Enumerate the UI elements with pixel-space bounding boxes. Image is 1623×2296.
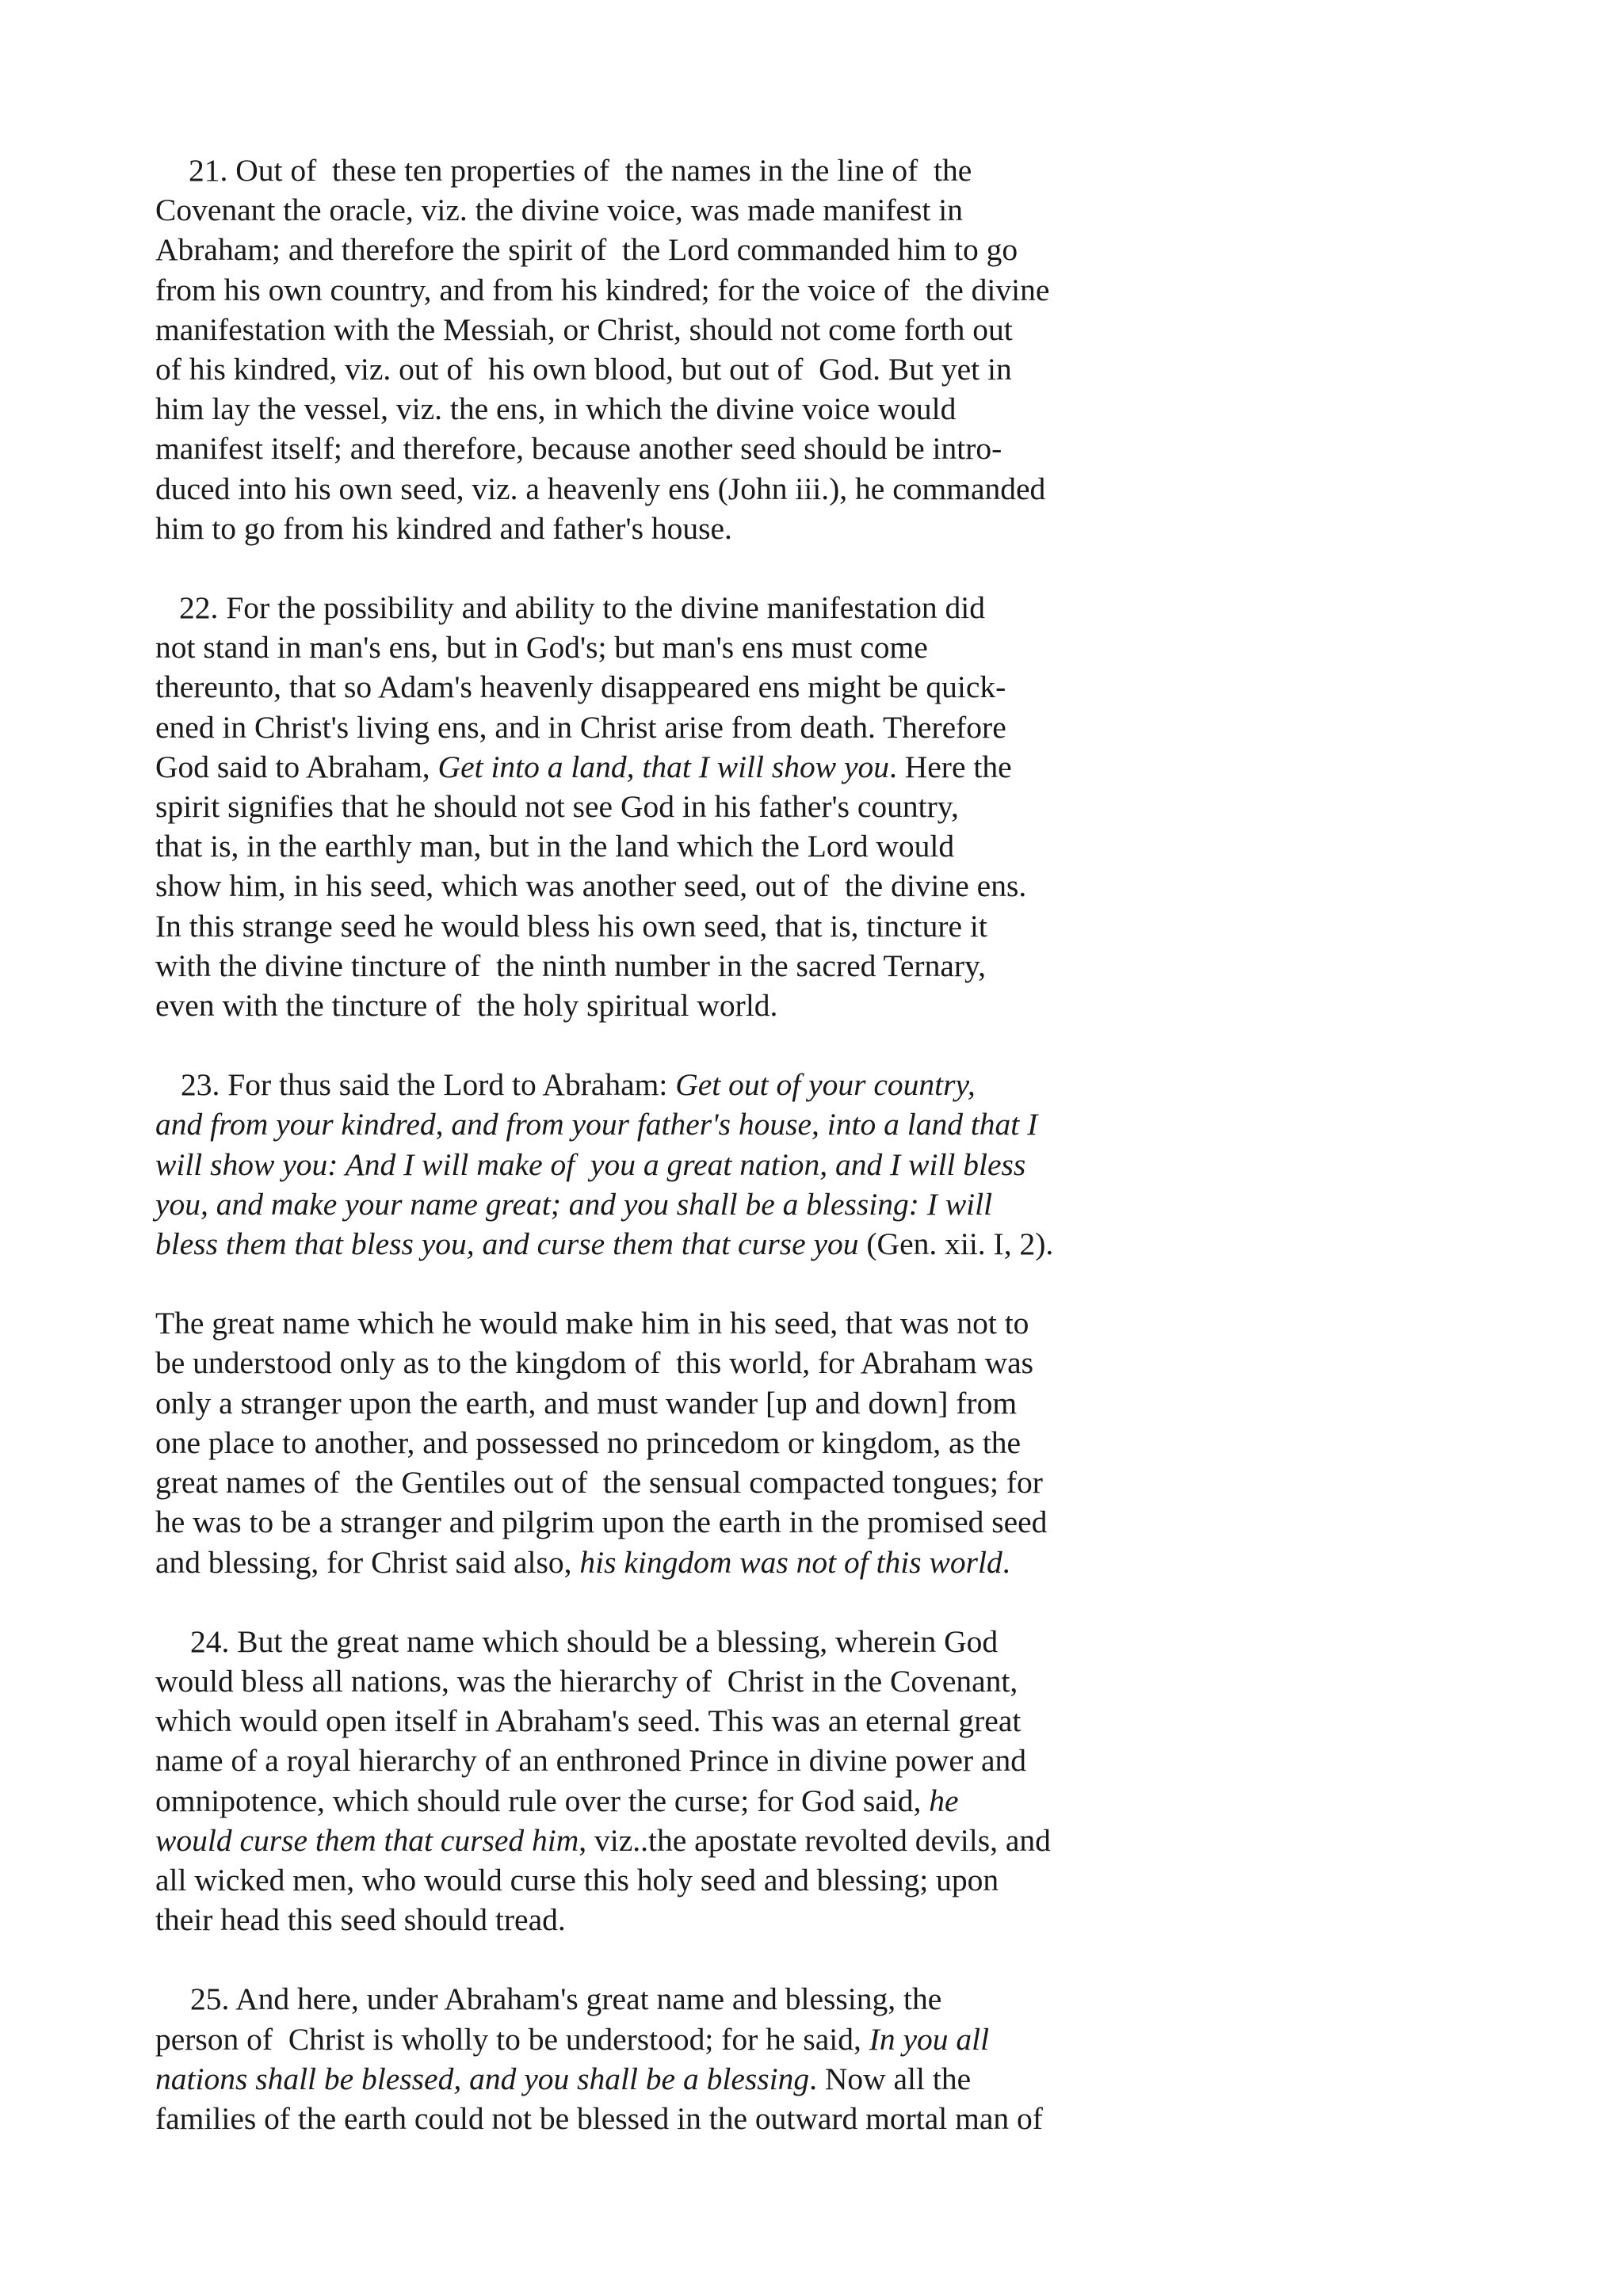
italic-quote: bless them that bless you, and curse them that curse you (155, 1226, 859, 1262)
text-line (155, 1104, 1146, 1144)
paragraph-22 (155, 588, 1146, 1025)
text-line: 23. For thus said the Lord to Abraham: Get out of your country, (181, 1067, 976, 1103)
text-line: manifestation with the Messiah, or Christ, should not come forth out (155, 311, 1013, 347)
paragraph-23-continued (155, 1303, 1146, 1581)
italic-quote: Get into a land, that I will show you (437, 749, 889, 784)
text-line: 24. But the great name which should be a blessing, wherein God (190, 1623, 999, 1659)
text-line: duced into his own seed, viz. a heavenly ens (John iii.), he commanded (155, 471, 1046, 506)
text-line: In this strange seed he would bless his own seed, that is, tincture it (155, 908, 987, 944)
text-line: only a stranger upon the earth, and must wander [up and down] from (155, 1385, 1018, 1421)
text-line: Covenant the oracle, viz. the divine voice, was made manifest in (155, 193, 963, 228)
text-line: of his kindred, viz. out of his own blood, but out of God. But yet in (155, 352, 1012, 387)
italic-quote: nations shall be blessed, and you shall be a blessing (155, 2061, 810, 2096)
text-line: and blessing, for Christ said also, his kingdom was not of this world. (155, 1544, 1010, 1580)
text-line: 25. And here, under Abraham's great name and blessing, the (190, 1981, 942, 2017)
text-line (155, 1145, 1146, 1184)
italic-quote: he (929, 1783, 959, 1818)
text-line: him lay the vessel, viz. the ens, in which the divine voice would (155, 391, 957, 427)
text-line: name of a royal hierarchy of an enthroned Prince in divine power and (155, 1743, 1026, 1779)
text-line: their head this seed should tread. (155, 1902, 566, 1938)
text-line: he was to be a stranger and pilgrim upon the earth in the promised seed (155, 1505, 1048, 1540)
text-line: Abraham; and therefore the spirit of the Lord commanded him to go (155, 232, 1018, 268)
text-line: manifest itself; and therefore, because another seed should be intro- (155, 431, 1002, 467)
text-line: with the divine tincture of the ninth number in the sacred Ternary, (155, 948, 987, 983)
paragraph-25 (155, 1979, 1146, 2138)
text-line: ened in Christ's living ens, and in Christ arise from death. Therefore (155, 709, 1006, 745)
document-page (155, 151, 1146, 2178)
text-line: would bless all nations, was the hierarchy of Christ in the Covenant, (155, 1663, 1018, 1699)
text-line: one place to another, and possessed no princedom or kingdom, as the (155, 1425, 1022, 1460)
italic-quote: would curse them that cursed him (155, 1822, 579, 1858)
italic-quote: you, and make your name great; and you shall be a blessing: I will (155, 1186, 993, 1222)
text-line: nations shall be blessed, and you shall be a blessing. Now all the (155, 2061, 972, 2096)
text-line: him to go from his kindred and father's house. (155, 510, 732, 546)
text-line (155, 1184, 1146, 1224)
text-line: great names of the Gentiles out of the sensual compacted tongues; for (155, 1465, 1043, 1501)
italic-quote: and from your kindred, and from your father's house, into a land that I (155, 1107, 1038, 1142)
text-line: 22. For the possibility and ability to the divine manifestation did (179, 590, 986, 626)
text-line: spirit signifies that he should not see God in his father's country, (155, 789, 959, 825)
text-line: 21. Out of these ten properties of the names in the line of the (189, 153, 972, 188)
text-line: all wicked men, who would curse this holy seed and blessing; upon (155, 1862, 999, 1897)
paragraph-21 (155, 151, 1146, 548)
text-line: families of the earth could not be blessed in the outward mortal man of (155, 2100, 1043, 2136)
text-line: show him, in his seed, which was another seed, out of the divine ens. (155, 868, 1027, 904)
text-line: thereunto, that so Adam's heavenly disappeared ens might be quick- (155, 669, 1006, 705)
text-line: even with the tincture of the holy spiritual world. (155, 988, 778, 1024)
italic-quote: In you all (869, 2021, 990, 2057)
text-line: person of Christ is wholly to be understood; for he said, In you all (155, 2021, 990, 2057)
paragraph-24 (155, 1622, 1146, 1940)
text-line: that is, in the earthly man, but in the land which the Lord would (155, 829, 955, 864)
text-line: God said to Abraham, Get into a land, that I will show you. Here the (155, 749, 1012, 784)
text-line: from his own country, and from his kindred; for the voice of the divine (155, 272, 1050, 307)
text-line: not stand in man's ens, but in God's; but man's ens must come (155, 630, 928, 666)
text-line: The great name which he would make him in his seed, that was not to (155, 1306, 1029, 1341)
text-line: which would open itself in Abraham's seed. This was an eternal great (155, 1703, 1022, 1739)
text-line: omnipotence, which should rule over the curse; for God said, he (155, 1783, 959, 1818)
paragraph-23 (155, 1065, 1146, 1264)
italic-quote: Get out of your country, (675, 1067, 976, 1103)
text-line: would curse them that cursed him, viz..the apostate revolted devils, and (155, 1822, 1051, 1858)
text-line: bless them that bless you, and curse them that curse you (Gen. xii. I, 2). (155, 1226, 1054, 1262)
text-line: be understood only as to the kingdom of this world, for Abraham was (155, 1345, 1034, 1381)
italic-quote: his kingdom was not of this world (579, 1544, 1002, 1580)
italic-quote: will show you: And I will make of you a great nation, and I will bless (155, 1146, 1026, 1182)
